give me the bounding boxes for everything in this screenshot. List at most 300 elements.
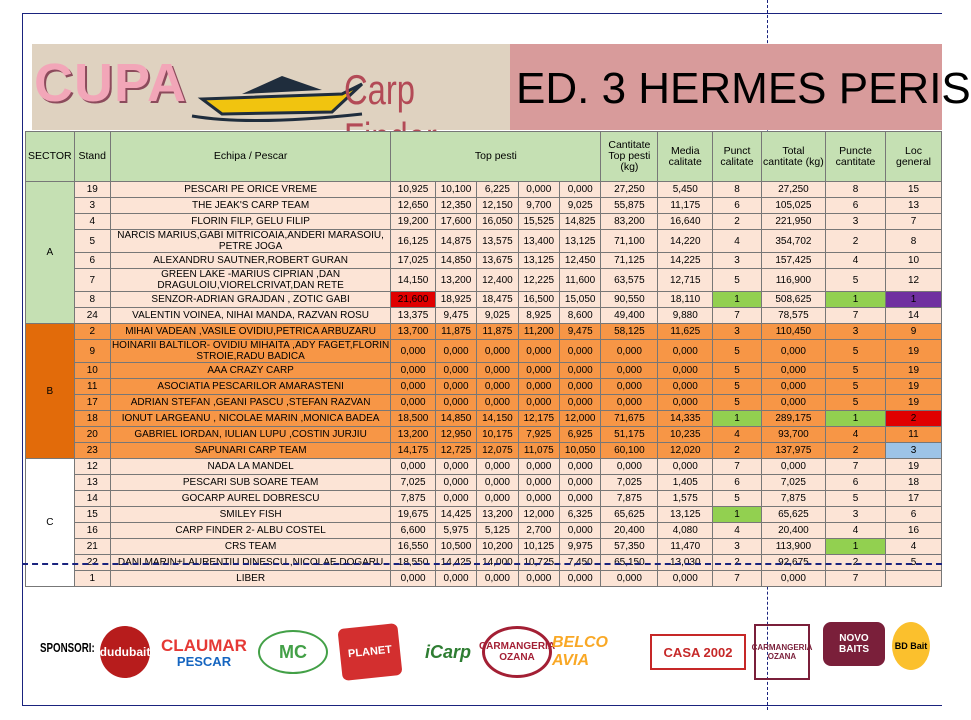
value-cell: 14,425 [435,507,476,523]
value-cell: 0,000 [477,459,518,475]
value-cell: 20 [74,427,110,443]
value-cell: 13,030 [658,555,713,571]
value-cell: 3 [825,507,885,523]
value-cell: 6,600 [391,523,436,539]
value-cell: 23 [74,443,110,459]
value-cell: 113,900 [761,539,825,555]
value-cell: 71,100 [601,230,658,253]
table-row [26,523,942,539]
mc-logo: MC [258,630,328,674]
team-cell: CARP FINDER 2- ALBU COSTEL [110,523,390,539]
value-cell: 15,525 [518,214,559,230]
value-cell: 0,000 [435,491,476,507]
value-cell: 0,000 [601,340,658,363]
value-cell: 11,875 [435,324,476,340]
table-row [26,459,942,475]
value-cell: 8,925 [518,308,559,324]
value-cell: 3 [74,198,110,214]
header-sector: SECTOR [26,132,75,182]
team-cell: PESCARI PE ORICE VREME [110,182,390,198]
value-cell: 0,000 [391,379,436,395]
bd-bait-logo: BD Bait [892,622,930,670]
team-cell: ASOCIATIA PESCARILOR AMARASTENI [110,379,390,395]
value-cell: 14,335 [658,411,713,427]
value-cell: 0,000 [560,363,601,379]
value-cell: 4 [825,523,885,539]
value-cell: 10,125 [518,539,559,555]
value-cell: 9,025 [477,308,518,324]
value-cell: 14,220 [658,230,713,253]
value-cell: 19 [886,395,942,411]
value-cell: 0,000 [477,475,518,491]
value-cell: 7 [713,571,762,587]
value-cell: 0,000 [391,363,436,379]
value-cell: 16,550 [391,539,436,555]
value-cell: 0,000 [601,571,658,587]
value-cell: 4 [713,427,762,443]
value-cell: 2 [825,443,885,459]
value-cell: 4 [74,214,110,230]
value-cell: 508,625 [761,292,825,308]
value-cell: 0,000 [761,571,825,587]
value-cell: 7 [825,308,885,324]
value-cell: 7,450 [560,555,601,571]
team-cell: SENZOR-ADRIAN GRAJDAN , ZOTIC GABI [110,292,390,308]
value-cell: 14,175 [391,443,436,459]
value-cell: 9 [74,340,110,363]
value-cell: 13,125 [658,507,713,523]
value-cell: 4 [825,253,885,269]
value-cell: 13,575 [477,230,518,253]
value-cell: 12,000 [560,411,601,427]
table-row [26,214,942,230]
value-cell: 2 [713,443,762,459]
value-cell: 14,150 [477,411,518,427]
value-cell: 12 [74,459,110,475]
value-cell: 3 [713,324,762,340]
value-cell: 0,000 [391,340,436,363]
value-cell: 16 [886,523,942,539]
value-cell: 5 [825,363,885,379]
value-cell: 5 [825,379,885,395]
value-cell: 0,000 [477,340,518,363]
value-cell: 5,125 [477,523,518,539]
value-cell: 1 [713,507,762,523]
value-cell: 14,225 [658,253,713,269]
value-cell: 27,250 [761,182,825,198]
edition-banner [510,44,971,130]
value-cell: 0,000 [518,491,559,507]
sector-cell: B [26,324,75,459]
table-row [26,292,942,308]
header-row [26,132,942,182]
table-row [26,379,942,395]
value-cell: 0,000 [560,523,601,539]
value-cell: 3 [713,539,762,555]
value-cell: 60,100 [601,443,658,459]
value-cell: 13,675 [477,253,518,269]
value-cell: 1,405 [658,475,713,491]
value-cell: 18,110 [658,292,713,308]
value-cell: 5 [713,269,762,292]
value-cell: 17,025 [391,253,436,269]
frame-left-line [22,13,23,706]
value-cell: 12,650 [391,198,436,214]
value-cell: 14,425 [435,555,476,571]
value-cell: 5 [825,395,885,411]
value-cell: 24 [74,308,110,324]
table-row [26,491,942,507]
value-cell: 14,850 [435,411,476,427]
header-puncte-cant: Puncte cantitate [825,132,885,182]
value-cell: 0,000 [761,379,825,395]
table-row [26,571,942,587]
team-cell: THE JEAK'S CARP TEAM [110,198,390,214]
value-cell: 13,200 [391,427,436,443]
header-punct: Punct calitate [713,132,762,182]
value-cell: 13 [886,198,942,214]
value-cell: 20,400 [601,523,658,539]
value-cell: 7,925 [518,427,559,443]
value-cell: 5 [825,269,885,292]
cupa-banner [32,44,512,130]
value-cell: 0,000 [477,363,518,379]
dudubait-logo: dudubait [100,626,150,678]
value-cell: 5,450 [658,182,713,198]
team-cell: AAA CRAZY CARP [110,363,390,379]
value-cell: 3 [825,324,885,340]
edition-title: ED. 3 HERMES PERIS [516,64,971,113]
table-row [26,539,942,555]
value-cell: 71,675 [601,411,658,427]
value-cell: 7,025 [391,475,436,491]
value-cell: 11,075 [518,443,559,459]
value-cell: 0,000 [435,395,476,411]
value-cell: 5 [886,555,942,571]
value-cell: 12,175 [518,411,559,427]
value-cell: 0,000 [477,379,518,395]
header-stand: Stand [74,132,110,182]
value-cell: 7,875 [761,491,825,507]
value-cell: 0,000 [658,363,713,379]
sector-cell: A [26,182,75,324]
value-cell: 0,000 [601,395,658,411]
value-cell: 11,175 [658,198,713,214]
value-cell: 8 [713,182,762,198]
value-cell: 18 [886,475,942,491]
value-cell: 0,000 [560,491,601,507]
value-cell: 1 [74,571,110,587]
value-cell: 93,700 [761,427,825,443]
table-row [26,230,942,253]
value-cell: 18,925 [435,292,476,308]
team-cell: HOINARII BALTILOR- OVIDIU MIHAITA ,ADY FAGET,FLORIN STROIE,RADU BADICA [111,340,390,362]
value-cell: 9,025 [560,198,601,214]
team-cell: GABRIEL IORDAN, IULIAN LUPU ,COSTIN JURJIU [110,427,390,443]
value-cell: 2 [825,555,885,571]
value-cell: 0,000 [435,340,476,363]
value-cell: 11,600 [560,269,601,292]
value-cell: 16,640 [658,214,713,230]
ozana-logo-2: CARMANGERIA OZANA [754,624,810,680]
value-cell: 12,075 [477,443,518,459]
value-cell: 4 [713,523,762,539]
value-cell: 27,250 [601,182,658,198]
table-row [26,363,942,379]
value-cell: 157,425 [761,253,825,269]
value-cell: 78,575 [761,308,825,324]
belco-logo: BELCO AVIA [552,634,608,669]
value-cell: 12,350 [435,198,476,214]
value-cell: 7 [886,214,942,230]
table-row [26,340,942,363]
value-cell: 5 [74,230,110,253]
value-cell: 65,625 [761,507,825,523]
value-cell: 1 [825,292,885,308]
value-cell: 13,400 [518,230,559,253]
value-cell: 0,000 [658,395,713,411]
value-cell: 8 [825,182,885,198]
value-cell: 19 [886,340,942,363]
value-cell: 5 [713,379,762,395]
value-cell: 289,175 [761,411,825,427]
value-cell: 16 [74,523,110,539]
team-cell: ADRIAN STEFAN ,GEANI PASCU ,STEFAN RAZVAN [110,395,390,411]
value-cell: 11,875 [477,324,518,340]
table-row [26,443,942,459]
value-cell: 65,150 [601,555,658,571]
value-cell: 0,000 [435,459,476,475]
value-cell: 14,150 [391,269,436,292]
value-cell: 58,125 [601,324,658,340]
value-cell: 0,000 [761,363,825,379]
value-cell: 13,375 [391,308,436,324]
team-cell: CRS TEAM [110,539,390,555]
value-cell: 7 [713,308,762,324]
value-cell: 71,125 [601,253,658,269]
value-cell: 5 [713,395,762,411]
value-cell: 11,200 [518,324,559,340]
value-cell: 12,150 [477,198,518,214]
value-cell: 65,625 [601,507,658,523]
value-cell: 63,575 [601,269,658,292]
table-row [26,475,942,491]
value-cell: 0,000 [518,459,559,475]
value-cell: 18,550 [391,555,436,571]
team-cell: FLORIN FILP, GELU FILIP [110,214,390,230]
value-cell: 1 [825,539,885,555]
value-cell: 14,850 [435,253,476,269]
value-cell: 12 [886,269,942,292]
value-cell: 16,125 [391,230,436,253]
value-cell: 0,000 [518,475,559,491]
value-cell: 19 [886,379,942,395]
value-cell: 7 [825,459,885,475]
value-cell: 16,050 [477,214,518,230]
value-cell: 16,500 [518,292,559,308]
value-cell: 13 [74,475,110,491]
value-cell: 9 [886,324,942,340]
value-cell: 22 [74,555,110,571]
value-cell: 1 [713,292,762,308]
value-cell: 13,200 [477,507,518,523]
value-cell: 0,000 [391,459,436,475]
value-cell: 4 [825,427,885,443]
header-cant-top: Cantitate Top pesti (kg) [601,132,658,182]
value-cell: 10 [74,363,110,379]
value-cell: 0,000 [518,363,559,379]
value-cell: 10,235 [658,427,713,443]
value-cell: 0,000 [391,571,436,587]
value-cell: 6,925 [560,427,601,443]
team-cell: SMILEY FISH [110,507,390,523]
value-cell: 6 [825,198,885,214]
team-cell: PESCARI SUB SOARE TEAM [110,475,390,491]
value-cell: 7 [74,269,110,292]
value-cell: 10,200 [477,539,518,555]
value-cell: 2 [713,555,762,571]
value-cell: 0,000 [435,571,476,587]
value-cell: 19 [886,459,942,475]
value-cell: 0,000 [560,340,601,363]
value-cell: 57,350 [601,539,658,555]
sector-cell: C [26,459,75,587]
value-cell: 0,000 [518,571,559,587]
cupa-title: CUPA [34,53,188,113]
value-cell: 116,900 [761,269,825,292]
value-cell: 51,175 [601,427,658,443]
value-cell: 12,450 [560,253,601,269]
value-cell: 0,000 [518,340,559,363]
frame-top-line [22,13,942,14]
value-cell: 12,725 [435,443,476,459]
value-cell: 13,700 [391,324,436,340]
value-cell: 105,025 [761,198,825,214]
value-cell: 15,050 [560,292,601,308]
value-cell: 0,000 [435,379,476,395]
value-cell: 13,125 [560,230,601,253]
value-cell: 7,025 [761,475,825,491]
value-cell: 14 [886,308,942,324]
value-cell: 14,000 [477,555,518,571]
value-cell: 9,880 [658,308,713,324]
table-row [26,253,942,269]
value-cell: 19 [886,363,942,379]
team-cell: DANI MARIN+LAURENTIU DINESCU ,NICOLAE DOGARU [110,555,390,571]
value-cell: 354,702 [761,230,825,253]
value-cell: 0,000 [658,379,713,395]
value-cell: 6 [825,475,885,491]
value-cell: 14 [74,491,110,507]
value-cell: 0,000 [560,379,601,395]
seaz-planet-logo: PLANET [337,623,402,681]
team-cell: NARCIS MARIUS,GABI MITRICOAIA,ANDERI MARASOIU, PETRE JOGA [110,230,390,253]
value-cell: 0,000 [601,459,658,475]
value-cell: 7 [713,459,762,475]
value-cell: 10,925 [391,182,436,198]
value-cell: 10,100 [435,182,476,198]
value-cell: 21,600 [391,292,436,308]
value-cell: 6,325 [560,507,601,523]
value-cell: 19,675 [391,507,436,523]
ozana-logo: CARMANGERIA OZANA [482,626,552,678]
value-cell: 5 [713,340,762,363]
value-cell: 9,975 [560,539,601,555]
value-cell: 11 [74,379,110,395]
value-cell: 14,875 [435,230,476,253]
value-cell: 8,600 [560,308,601,324]
value-cell: 0,000 [518,395,559,411]
value-cell: 6 [74,253,110,269]
value-cell: 0,000 [560,571,601,587]
results-table [25,131,942,587]
value-cell: 110,450 [761,324,825,340]
value-cell: 6 [713,198,762,214]
value-cell: 2 [713,214,762,230]
value-cell: 0,000 [477,395,518,411]
value-cell: 8 [74,292,110,308]
value-cell: 17,600 [435,214,476,230]
value-cell [886,571,942,587]
value-cell: 0,000 [435,363,476,379]
frame-bottom-line [22,705,942,706]
value-cell: 0,000 [560,459,601,475]
value-cell: 5,975 [435,523,476,539]
value-cell: 137,975 [761,443,825,459]
value-cell: 12,020 [658,443,713,459]
value-cell: 1,575 [658,491,713,507]
value-cell: 0,000 [477,571,518,587]
value-cell: 55,875 [601,198,658,214]
table-row [26,269,942,292]
value-cell: 12,950 [435,427,476,443]
value-cell: 2 [74,324,110,340]
value-cell: 7 [825,571,885,587]
value-cell: 0,000 [601,363,658,379]
novo-baits-logo: NOVO BAITS [823,622,885,666]
value-cell: 18 [74,411,110,427]
value-cell: 2 [825,230,885,253]
value-cell: 7,875 [391,491,436,507]
value-cell: 12,000 [518,507,559,523]
table-row [26,324,942,340]
value-cell: 83,200 [601,214,658,230]
value-cell: 0,000 [658,340,713,363]
table-row [26,308,942,324]
value-cell: 221,950 [761,214,825,230]
value-cell: 13,200 [435,269,476,292]
header-top: Top pesti [391,132,601,182]
value-cell: 21 [74,539,110,555]
value-cell: 3 [713,253,762,269]
value-cell: 11 [886,427,942,443]
value-cell: 15 [886,182,942,198]
team-cell: ALEXANDRU SAUTNER,ROBERT GURAN [110,253,390,269]
value-cell: 5 [825,491,885,507]
team-cell: LIBER [110,571,390,587]
value-cell: 13,125 [518,253,559,269]
value-cell: 0,000 [391,395,436,411]
value-cell: 4 [713,230,762,253]
value-cell: 9,700 [518,198,559,214]
team-cell: IONUT LARGEANU , NICOLAE MARIN ,MONICA BADEA [110,411,390,427]
table-row [26,427,942,443]
value-cell: 0,000 [560,182,601,198]
value-cell: 17 [74,395,110,411]
team-cell: NADA LA MANDEL [110,459,390,475]
casa-logo: CASA 2002 [650,634,746,670]
value-cell: 10,725 [518,555,559,571]
